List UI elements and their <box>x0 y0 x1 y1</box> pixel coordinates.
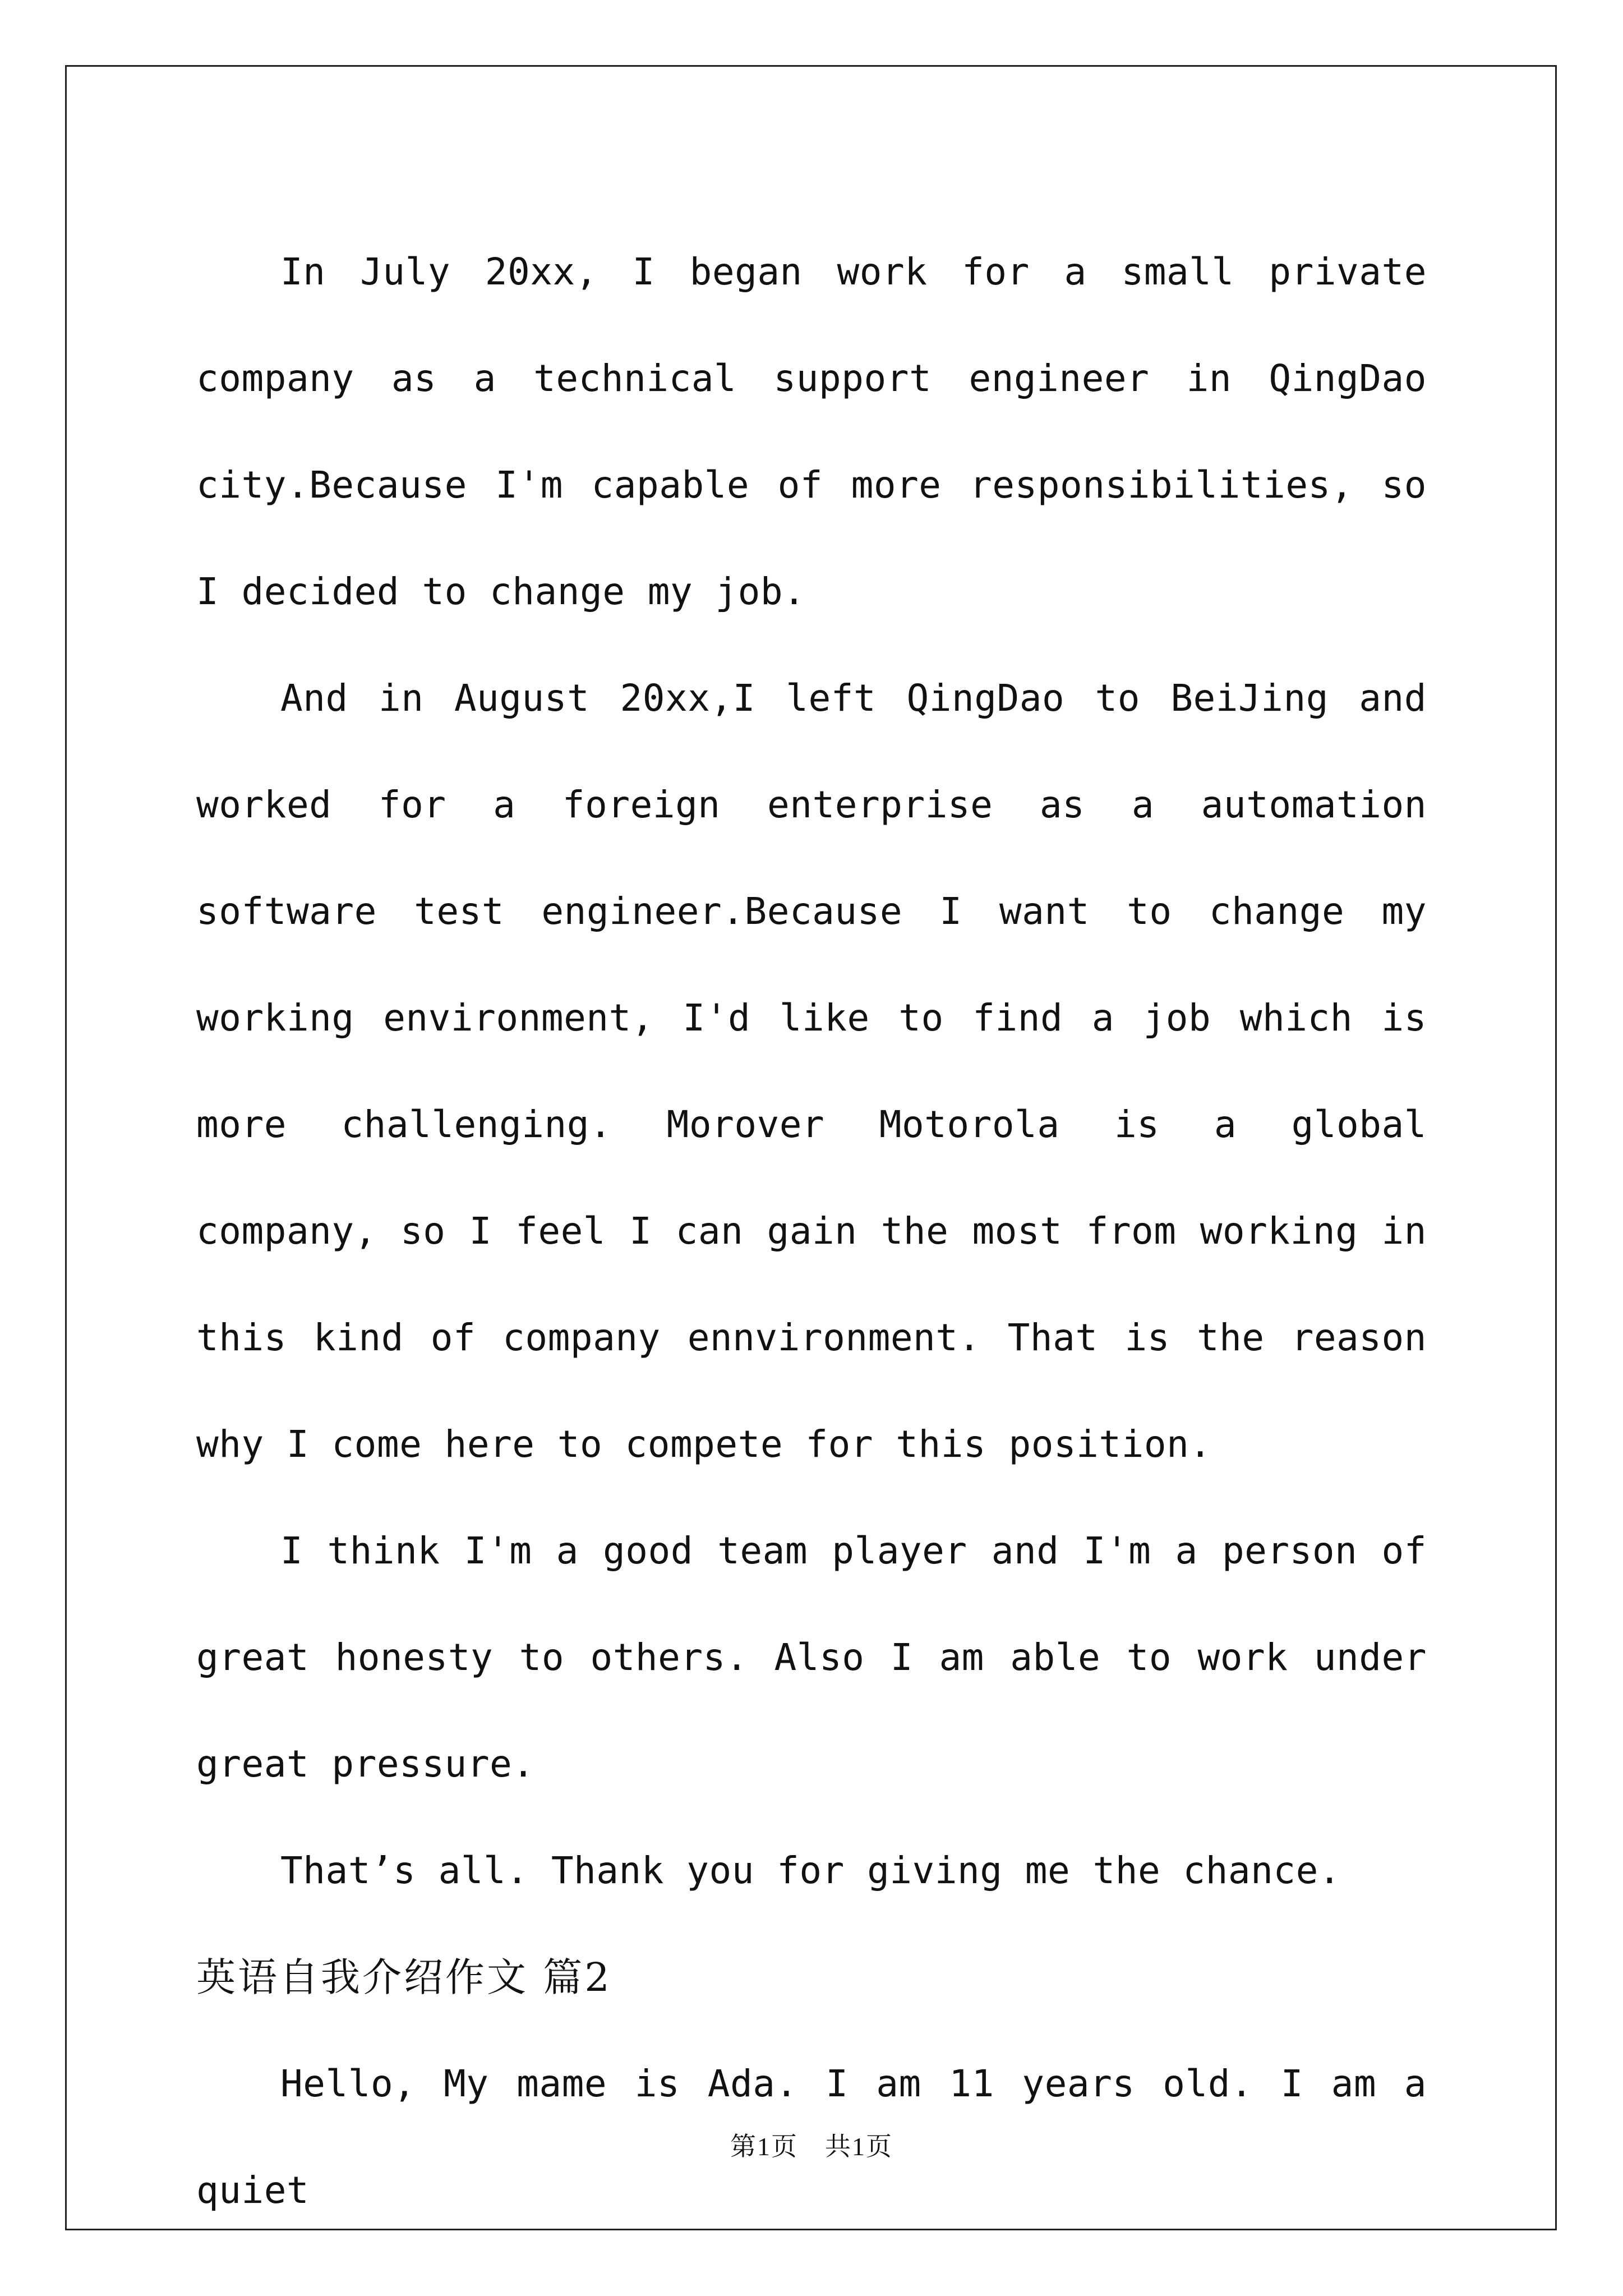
paragraph-5: Hello, My mame is Ada. I am 11 years old. I am a quiet <box>196 2062 1427 2212</box>
paragraph-3: I think I'm a good team player and I'm a person of great honesty to others. Also I am able to work under great pressure. <box>196 1529 1427 1786</box>
document-body <box>196 219 1427 2244</box>
page-number-footer: 第1页 共1页 <box>730 2132 893 2161</box>
paragraph-2: And in August 20xx,I left QingDao to BeiJing and worked for a foreign enterprise as a automation software test engineer.Because I want to change my working environment, I'd like to find a job which is more challenging. Morover Motorola is a global company, so I feel I can gain the most from working in this kind of company ennvironment. That is the reason why I come here to compete for this position. <box>196 677 1427 1466</box>
section-heading: 英语自我介绍作文 篇2 <box>196 1954 612 2000</box>
paragraph-4: That’s all. Thank you for giving me the chance. <box>280 1849 1341 1892</box>
paragraph-1: In July 20xx, I began work for a small private company as a technical support engineer in QingDao city.Because I'm capable of more responsibilities, so I decided to change my job. <box>196 250 1427 613</box>
